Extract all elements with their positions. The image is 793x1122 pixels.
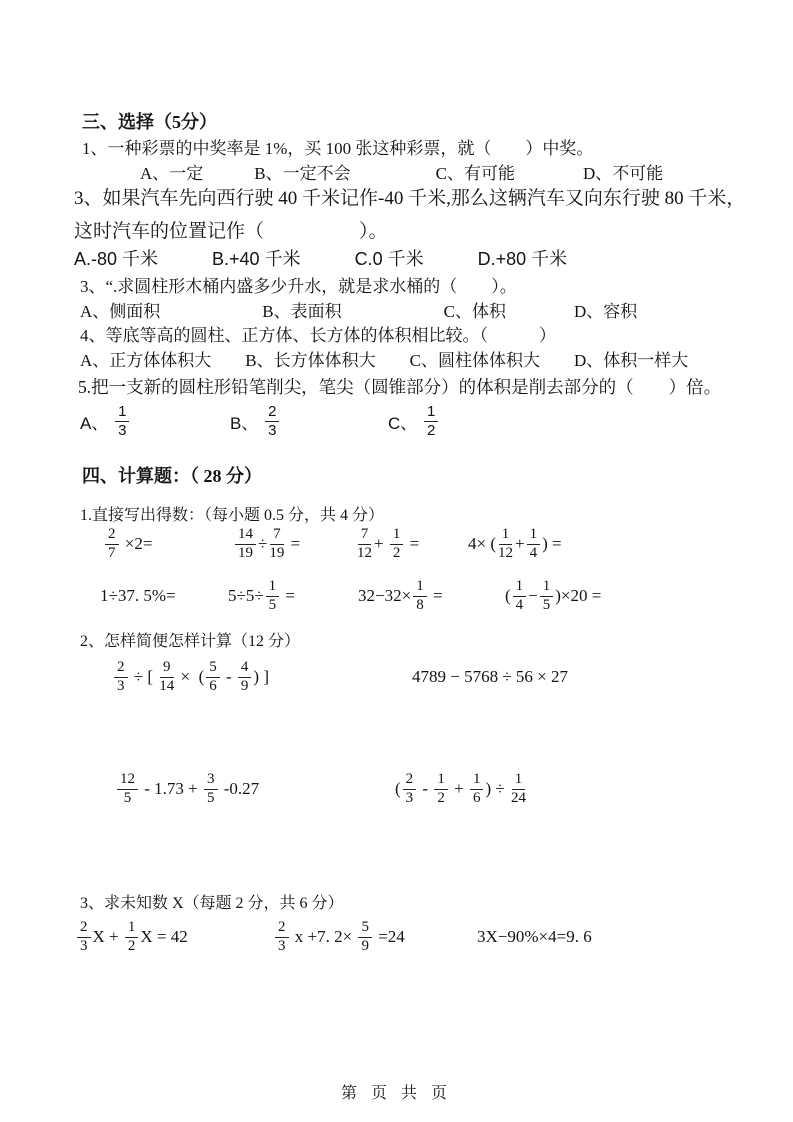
solve-expr-1: $\frac{2}{3}$ X + $\frac{1}{2}$ X = 42 xyxy=(75,920,273,955)
fraction: $\frac{2}{3}$ xyxy=(77,920,91,955)
choice-q2-line1: 3、如果汽车先向西行驶 40 千米记作-40 千米,那么这辆汽车又向东行驶 80 千米， xyxy=(74,188,746,209)
simplify-expr-2: 4789 − 5768 ÷ 56 × 27 xyxy=(412,667,569,687)
fraction: $\frac{2}{3}$ xyxy=(265,404,279,439)
fraction: $\frac{1}{4}$ xyxy=(513,579,527,614)
fraction: $\frac{1}{2}$ xyxy=(125,920,139,955)
fraction: $\frac{1}{4}$ xyxy=(527,527,541,562)
calc-expr-1-3: $\frac{7}{12}$ + $\frac{1}{2}$ = xyxy=(357,526,420,561)
choice-q5-option-a: A、 $\frac{1}{3}$ xyxy=(80,404,230,439)
section-choice-heading: 三、选择（5分） xyxy=(82,112,217,132)
choice-q5-option-b: B、 $\frac{2}{3}$ xyxy=(230,404,388,439)
fraction: $\frac{5}{9}$ xyxy=(358,920,372,955)
fraction: $\frac{3}{5}$ xyxy=(204,772,218,807)
choice-q5-text: 5.把一支新的圆柱形铅笔削尖，笔尖（圆锥部分）的体积是削去部分的（ ）倍。 xyxy=(78,377,722,397)
fraction: $\frac{2}{3}$ xyxy=(275,920,289,955)
fraction: $\frac{1}{5}$ xyxy=(540,579,554,614)
fraction: $\frac{1}{2}$ xyxy=(390,527,404,562)
choice-q5-option-c: C、 $\frac{1}{2}$ xyxy=(388,404,440,439)
choice-q4-options: A、正方体体积大 B、长方体体积大 C、圆柱体体积大 D、体积一样大 xyxy=(80,351,689,370)
calc-sub2-title: 2、怎样简便怎样计算（12 分） xyxy=(80,633,301,650)
choice-q4-text: 4、等底等高的圆柱、正方体、长方体的体积相比较。（ ） xyxy=(80,326,556,345)
calc-expr-2-1: 1÷37. 5%= xyxy=(100,586,176,606)
calc-expr-1-2: $\frac{14}{19}$ ÷ $\frac{7}{19}$ = xyxy=(233,527,355,562)
choice-q2-line2: 这时汽车的位置记作（ ）。 xyxy=(74,221,388,242)
fraction: $\frac{1}{2}$ xyxy=(434,772,448,807)
fraction: $\frac{1}{24}$ xyxy=(510,771,526,806)
fraction: $\frac{1}{5}$ xyxy=(266,579,280,614)
page-footer: 第 页 共 页 xyxy=(340,1085,452,1102)
choice-q5-options xyxy=(80,404,440,439)
simplify-expr-3: $\frac{12}{5}$ - 1.73 + $\frac{3}{5}$ -0.27 xyxy=(115,772,395,807)
choice-q3-text: 3、“.求圆柱形木桶内盛多少升水，就是求水桶的（ ）。 xyxy=(80,277,517,296)
simplify-expr-4: ( $\frac{2}{3}$ - $\frac{1}{2}$ + $\frac{1}{6}$ ) ÷ $\frac{1}{24}$ xyxy=(395,771,526,806)
fraction: $\frac{5}{6}$ xyxy=(206,660,220,695)
fraction: $\frac{1}{6}$ xyxy=(470,772,484,807)
calc-expr-1-1: $\frac{2}{7}$ ×2= xyxy=(103,527,233,562)
fraction: $\frac{1}{2}$ xyxy=(424,404,438,439)
fraction: $\frac{7}{19}$ xyxy=(269,526,285,561)
section-calc-heading: 四、计算题：（ 28 分） xyxy=(82,466,262,486)
fraction: $\frac{2}{7}$ xyxy=(105,527,119,562)
fraction: $\frac{9}{14}$ xyxy=(159,659,175,694)
calc-expr-2-3: 32−32× $\frac{1}{8}$ = xyxy=(358,578,443,613)
solve-expr-3: 3X−90%×4=9. 6 xyxy=(477,927,592,947)
fraction: $\frac{2}{3}$ xyxy=(114,660,128,695)
calc-sub1-title: 1.直接写出得数：（每小题 0.5 分，共 4 分） xyxy=(80,507,385,524)
fraction: $\frac{1}{3}$ xyxy=(115,404,129,439)
fraction: $\frac{14}{19}$ xyxy=(235,527,256,562)
calc-solve-row xyxy=(75,920,592,955)
fraction: $\frac{4}{9}$ xyxy=(238,660,252,695)
simplify-expr-1: $\frac{2}{3}$ ÷ [ $\frac{9}{14}$ × ( $\frac{5}{6}$ - $\frac{4}{9}$ ) ] xyxy=(112,660,412,695)
choice-q1-text: 1、一种彩票的中奖率是 1%，买 100 张这种彩票，就（ ）中奖。 xyxy=(82,139,594,158)
fraction: $\frac{2}{3}$ xyxy=(403,772,417,807)
calc-row-2 xyxy=(100,579,601,614)
choice-q2-options: A.-80 千米 B.+40 千米 C.0 千米 D.+80 千米 xyxy=(74,249,568,269)
choice-q1-options: A、一定 B、一定不会 C、有可能 D、不可能 xyxy=(140,164,664,183)
calc-sub3-title: 3、求未知数 X（每题 2 分，共 6 分） xyxy=(80,895,344,912)
calc-simplify-row-1 xyxy=(112,660,568,695)
solve-expr-2: $\frac{2}{3}$ x +7. 2× $\frac{5}{9}$ =24 xyxy=(273,920,477,955)
fraction: $\frac{1}{12}$ xyxy=(498,526,513,561)
fraction: $\frac{7}{12}$ xyxy=(357,526,372,561)
calc-expr-1-4: 4× ( $\frac{1}{12}$ + $\frac{1}{4}$ ) = xyxy=(468,526,562,561)
calc-row-1 xyxy=(103,527,562,562)
calc-simplify-row-2 xyxy=(115,772,528,807)
calc-expr-2-4: ( $\frac{1}{4}$ − $\frac{1}{5}$ )×20 = xyxy=(505,578,602,613)
fraction: $\frac{12}{5}$ xyxy=(117,772,138,807)
choice-q3-options: A、侧面积 B、表面积 C、体积 D、容积 xyxy=(80,302,638,321)
calc-expr-2-2: 5÷5÷ $\frac{1}{5}$ = xyxy=(228,578,296,613)
fraction: $\frac{1}{8}$ xyxy=(413,579,427,614)
